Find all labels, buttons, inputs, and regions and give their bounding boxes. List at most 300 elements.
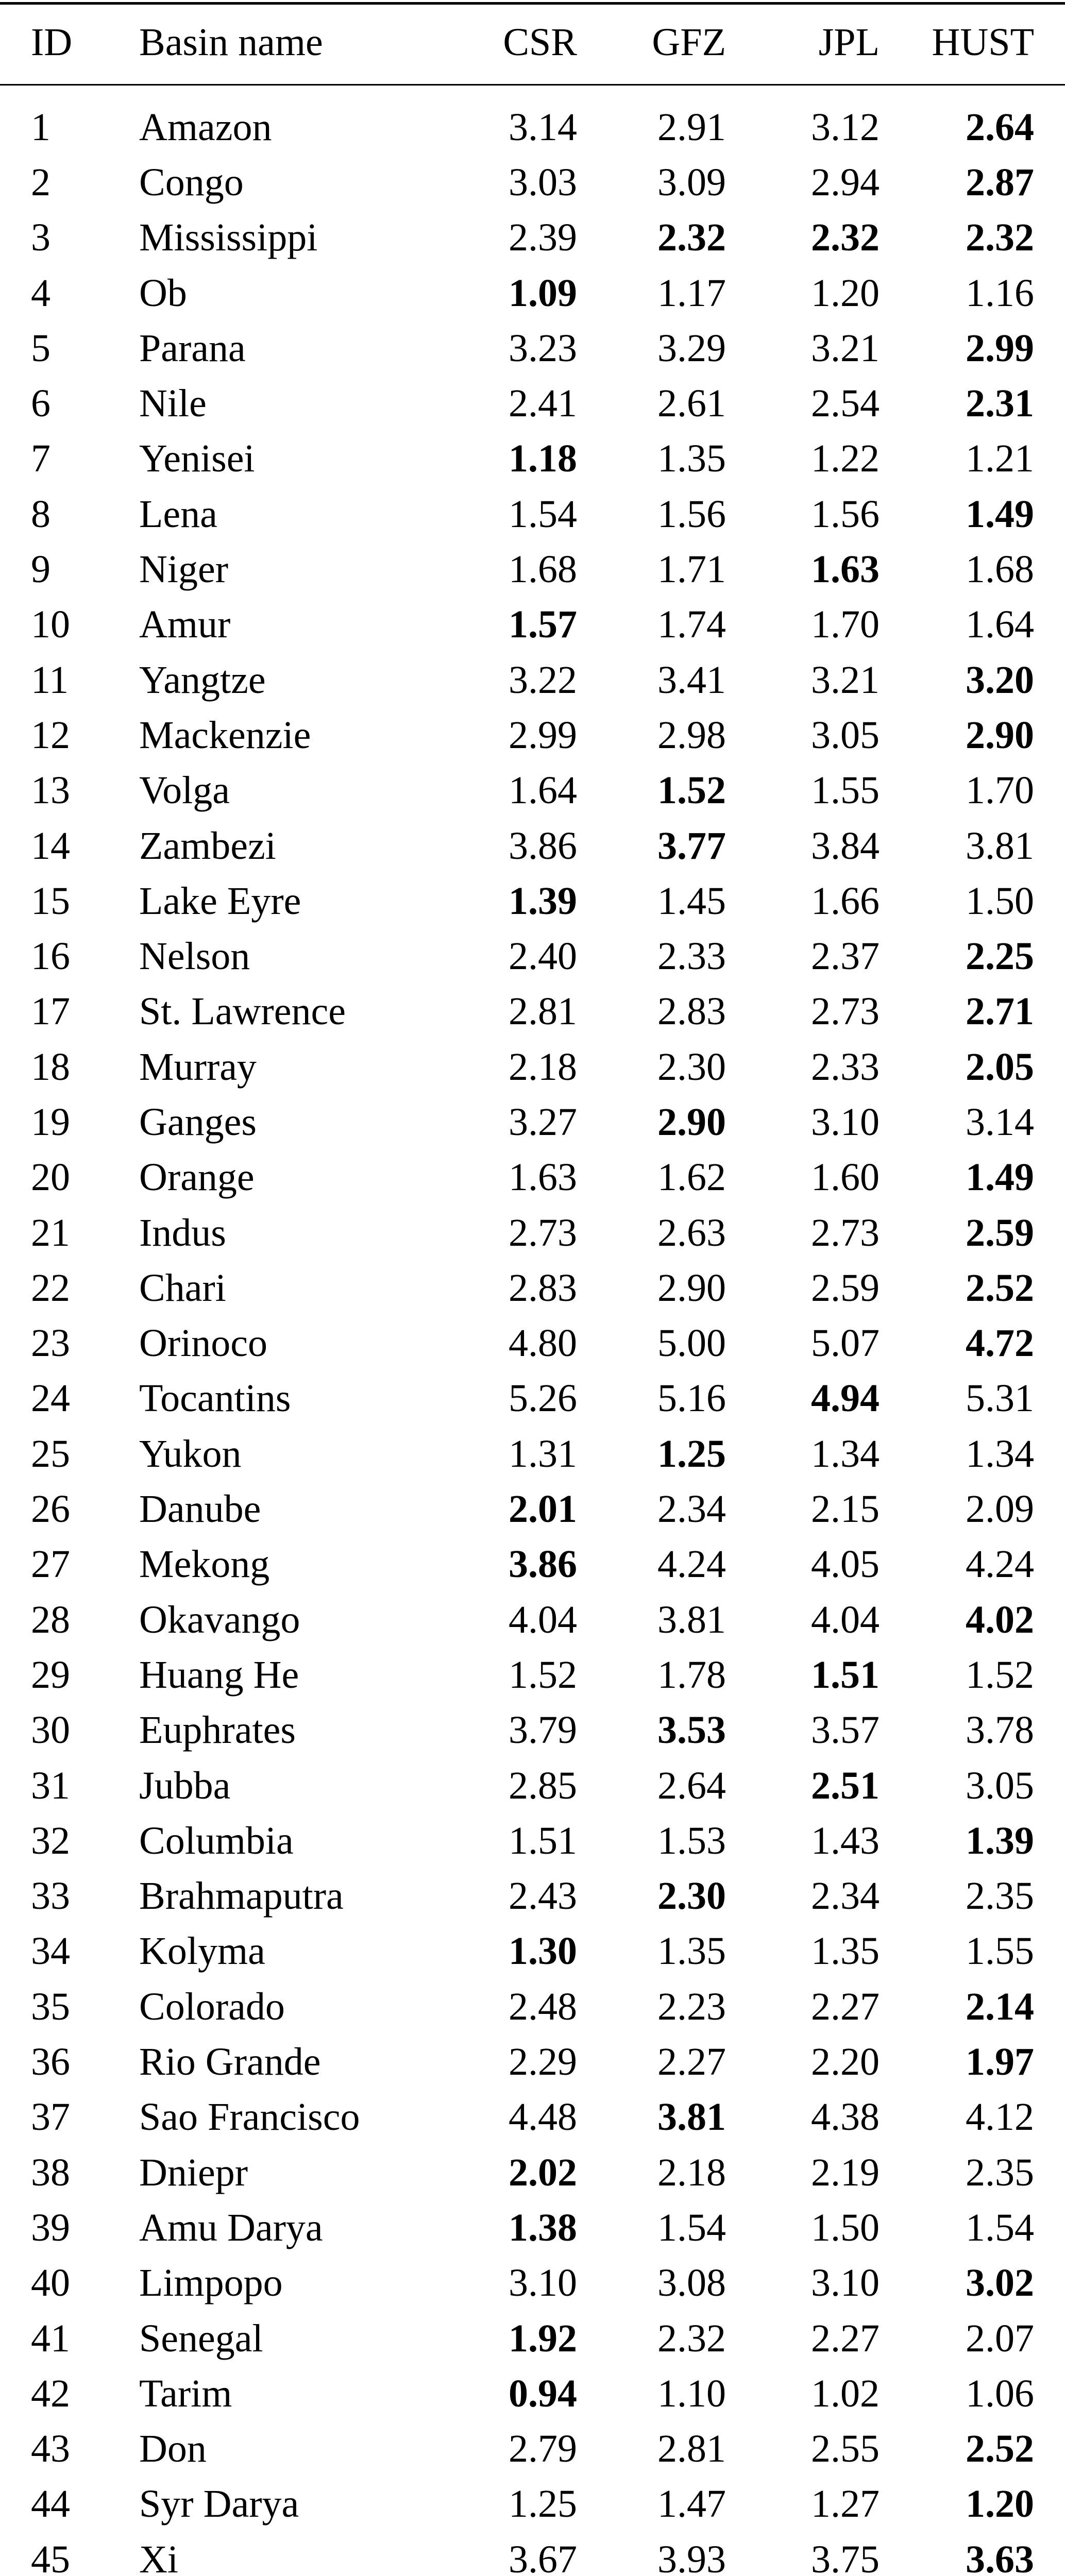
cell-basin-name: Nile (139, 382, 207, 426)
cell-jpl: 1.35 (811, 1929, 880, 1973)
cell-hust: 1.34 (966, 1432, 1034, 1476)
table-row (0, 1869, 1065, 1924)
cell-id: 16 (31, 935, 70, 978)
cell-id: 17 (31, 990, 70, 1033)
cell-hust: 2.14 (966, 1985, 1034, 2028)
cell-hust: 1.97 (966, 2040, 1034, 2084)
cell-gfz: 1.54 (657, 2206, 726, 2249)
cell-csr: 2.41 (509, 382, 577, 426)
cell-basin-name: Brahmaputra (139, 1874, 344, 1918)
cell-basin-name: Syr Darya (139, 2482, 299, 2526)
cell-csr: 2.99 (509, 713, 577, 757)
cell-csr: 3.79 (509, 1708, 577, 1752)
table-row (0, 320, 1065, 376)
cell-basin-name: Sao Francisco (139, 2095, 360, 2139)
cell-csr: 2.73 (509, 1211, 577, 1255)
header-basin-name: Basin name (139, 20, 323, 64)
table-row (0, 155, 1065, 210)
cell-basin-name: Volga (139, 769, 230, 812)
table-row (0, 1537, 1065, 1592)
cell-csr: 2.83 (509, 1266, 577, 1310)
cell-hust: 2.35 (966, 1874, 1034, 1918)
table-row (0, 1371, 1065, 1426)
cell-csr: 3.27 (509, 1100, 577, 1144)
table-row (0, 1426, 1065, 1481)
cell-jpl: 4.94 (811, 1377, 880, 1420)
cell-basin-name: Limpopo (139, 2261, 283, 2305)
cell-hust: 2.25 (966, 935, 1034, 978)
cell-jpl: 2.51 (811, 1764, 880, 1807)
cell-gfz: 1.35 (657, 1929, 726, 1973)
cell-csr: 3.67 (509, 2537, 577, 2576)
table-row (0, 486, 1065, 541)
table-row (0, 1039, 1065, 1094)
table-row (0, 1758, 1065, 1813)
cell-gfz: 2.30 (657, 1874, 726, 1918)
cell-jpl: 5.07 (811, 1321, 880, 1365)
cell-csr: 2.81 (509, 990, 577, 1033)
cell-id: 30 (31, 1708, 70, 1752)
cell-gfz: 2.33 (657, 935, 726, 978)
cell-jpl: 3.10 (811, 2261, 880, 2305)
cell-gfz: 1.52 (657, 769, 726, 812)
cell-gfz: 2.32 (657, 216, 726, 260)
cell-csr: 1.25 (509, 2482, 577, 2526)
cell-id: 36 (31, 2040, 70, 2084)
cell-hust: 2.09 (966, 1487, 1034, 1531)
cell-jpl: 1.51 (811, 1653, 880, 1697)
cell-basin-name: Congo (139, 160, 244, 204)
cell-jpl: 2.55 (811, 2427, 880, 2471)
cell-jpl: 1.22 (811, 437, 880, 481)
cell-hust: 1.70 (966, 769, 1034, 812)
cell-basin-name: Tocantins (139, 1377, 291, 1420)
cell-id: 27 (31, 1543, 70, 1586)
cell-id: 42 (31, 2371, 70, 2415)
table-row (0, 652, 1065, 707)
cell-hust: 3.02 (966, 2261, 1034, 2305)
cell-id: 3 (31, 216, 50, 260)
cell-id: 10 (31, 603, 70, 647)
cell-id: 5 (31, 326, 50, 370)
cell-jpl: 2.37 (811, 935, 880, 978)
cell-hust: 3.14 (966, 1100, 1034, 1144)
cell-hust: 2.05 (966, 1045, 1034, 1089)
cell-gfz: 3.09 (657, 160, 726, 204)
cell-hust: 2.99 (966, 326, 1034, 370)
cell-csr: 1.92 (509, 2316, 577, 2360)
cell-csr: 2.02 (509, 2150, 577, 2194)
cell-hust: 1.55 (966, 1929, 1034, 1973)
table-row (0, 1703, 1065, 1758)
table-row (0, 265, 1065, 320)
table-row (0, 2256, 1065, 2311)
cell-gfz: 1.10 (657, 2371, 726, 2415)
cell-csr: 1.51 (509, 1819, 577, 1862)
cell-gfz: 2.27 (657, 2040, 726, 2084)
cell-basin-name: Don (139, 2427, 207, 2471)
cell-gfz: 4.24 (657, 1543, 726, 1586)
cell-hust: 1.52 (966, 1653, 1034, 1697)
cell-basin-name: Niger (139, 548, 229, 591)
cell-hust: 4.72 (966, 1321, 1034, 1365)
cell-id: 26 (31, 1487, 70, 1531)
cell-id: 11 (31, 658, 69, 702)
cell-gfz: 1.62 (657, 1156, 726, 1199)
cell-gfz: 1.47 (657, 2482, 726, 2526)
cell-csr: 1.09 (509, 271, 577, 315)
cell-gfz: 3.77 (657, 824, 726, 868)
table-row (0, 928, 1065, 984)
cell-csr: 0.94 (509, 2371, 577, 2415)
cell-id: 45 (31, 2537, 70, 2576)
cell-jpl: 2.19 (811, 2150, 880, 2194)
table-row (0, 1813, 1065, 1868)
cell-basin-name: Yenisei (139, 437, 255, 481)
cell-jpl: 2.59 (811, 1266, 880, 1310)
cell-basin-name: Amu Darya (139, 2206, 323, 2249)
cell-hust: 2.32 (966, 216, 1034, 260)
cell-csr: 2.39 (509, 216, 577, 260)
cell-basin-name: Okavango (139, 1598, 300, 1641)
cell-jpl: 1.20 (811, 271, 880, 315)
cell-jpl: 1.50 (811, 2206, 880, 2249)
header-hust: HUST (932, 20, 1034, 64)
cell-gfz: 1.45 (657, 879, 726, 923)
cell-basin-name: Nelson (139, 935, 250, 978)
cell-id: 24 (31, 1377, 70, 1420)
cell-hust: 1.16 (966, 271, 1034, 315)
cell-jpl: 3.21 (811, 658, 880, 702)
cell-hust: 3.05 (966, 1764, 1034, 1807)
cell-id: 15 (31, 879, 70, 923)
cell-id: 1 (31, 105, 50, 149)
cell-basin-name: Rio Grande (139, 2040, 321, 2084)
cell-id: 38 (31, 2150, 70, 2194)
cell-gfz: 2.63 (657, 1211, 726, 1255)
cell-id: 2 (31, 160, 50, 204)
cell-hust: 2.87 (966, 160, 1034, 204)
table-row (0, 818, 1065, 873)
cell-jpl: 1.55 (811, 769, 880, 812)
table-row (0, 1979, 1065, 2034)
cell-gfz: 1.17 (657, 271, 726, 315)
cell-id: 29 (31, 1653, 70, 1697)
cell-gfz: 3.93 (657, 2537, 726, 2576)
cell-csr: 2.48 (509, 1985, 577, 2028)
table-row (0, 541, 1065, 597)
cell-basin-name: Danube (139, 1487, 261, 1531)
cell-id: 14 (31, 824, 70, 868)
cell-gfz: 2.81 (657, 2427, 726, 2471)
cell-hust: 1.49 (966, 492, 1034, 536)
header-spacer (0, 84, 1065, 99)
cell-hust: 3.63 (966, 2537, 1034, 2576)
cell-csr: 1.63 (509, 1156, 577, 1199)
cell-jpl: 3.57 (811, 1708, 880, 1752)
cell-id: 34 (31, 1929, 70, 1973)
cell-gfz: 2.90 (657, 1266, 726, 1310)
cell-csr: 2.43 (509, 1874, 577, 1918)
cell-basin-name: Mississippi (139, 216, 318, 260)
cell-basin-name: Parana (139, 326, 246, 370)
cell-jpl: 2.27 (811, 1985, 880, 2028)
cell-id: 22 (31, 1266, 70, 1310)
table-row (0, 873, 1065, 928)
cell-hust: 2.90 (966, 713, 1034, 757)
cell-hust: 1.21 (966, 437, 1034, 481)
cell-gfz: 5.16 (657, 1377, 726, 1420)
cell-gfz: 3.81 (657, 1598, 726, 1641)
table-row (0, 2145, 1065, 2200)
cell-hust: 2.52 (966, 1266, 1034, 1310)
cell-hust: 2.71 (966, 990, 1034, 1033)
cell-hust: 5.31 (966, 1377, 1034, 1420)
header-id: ID (31, 20, 73, 64)
cell-jpl: 1.70 (811, 603, 880, 647)
cell-hust: 1.39 (966, 1819, 1034, 1862)
cell-csr: 2.29 (509, 2040, 577, 2084)
cell-hust: 3.81 (966, 824, 1034, 868)
cell-csr: 3.14 (509, 105, 577, 149)
cell-hust: 2.52 (966, 2427, 1034, 2471)
cell-csr: 1.54 (509, 492, 577, 536)
table-row (0, 1592, 1065, 1647)
cell-basin-name: Orange (139, 1156, 255, 1199)
cell-basin-name: Euphrates (139, 1708, 296, 1752)
cell-basin-name: Ob (139, 271, 187, 315)
cell-jpl: 3.21 (811, 326, 880, 370)
cell-id: 7 (31, 437, 50, 481)
cell-jpl: 2.34 (811, 1874, 880, 1918)
cell-basin-name: Lena (139, 492, 217, 536)
cell-id: 39 (31, 2206, 70, 2249)
cell-id: 20 (31, 1156, 70, 1199)
cell-csr: 1.57 (509, 603, 577, 647)
cell-hust: 1.54 (966, 2206, 1034, 2249)
cell-jpl: 2.15 (811, 1487, 880, 1531)
cell-csr: 2.85 (509, 1764, 577, 1807)
cell-csr: 2.18 (509, 1045, 577, 1089)
cell-id: 13 (31, 769, 70, 812)
cell-hust: 1.50 (966, 879, 1034, 923)
cell-csr: 2.01 (509, 1487, 577, 1531)
cell-basin-name: Kolyma (139, 1929, 265, 1973)
cell-jpl: 3.10 (811, 1100, 880, 1144)
cell-id: 18 (31, 1045, 70, 1089)
table-row (0, 99, 1065, 155)
cell-gfz: 2.61 (657, 382, 726, 426)
table-row (0, 1205, 1065, 1260)
cell-gfz: 5.00 (657, 1321, 726, 1365)
cell-gfz: 1.25 (657, 1432, 726, 1476)
cell-id: 44 (31, 2482, 70, 2526)
cell-basin-name: Indus (139, 1211, 226, 1255)
cell-basin-name: Orinoco (139, 1321, 268, 1365)
cell-hust: 2.31 (966, 382, 1034, 426)
cell-id: 23 (31, 1321, 70, 1365)
cell-jpl: 3.75 (811, 2537, 880, 2576)
cell-basin-name: Dniepr (139, 2150, 248, 2194)
cell-gfz: 2.64 (657, 1764, 726, 1807)
cell-gfz: 2.34 (657, 1487, 726, 1531)
cell-gfz: 2.23 (657, 1985, 726, 2028)
cell-jpl: 2.73 (811, 1211, 880, 1255)
cell-basin-name: Zambezi (139, 824, 276, 868)
cell-csr: 3.86 (509, 824, 577, 868)
cell-jpl: 2.20 (811, 2040, 880, 2084)
cell-hust: 1.06 (966, 2371, 1034, 2415)
cell-basin-name: Amazon (139, 105, 272, 149)
table-row (0, 1150, 1065, 1205)
cell-id: 25 (31, 1432, 70, 1476)
cell-id: 21 (31, 1211, 70, 1255)
cell-jpl: 1.56 (811, 492, 880, 536)
cell-csr: 3.86 (509, 1543, 577, 1586)
cell-basin-name: Yukon (139, 1432, 242, 1476)
cell-gfz: 3.08 (657, 2261, 726, 2305)
cell-jpl: 3.12 (811, 105, 880, 149)
cell-id: 40 (31, 2261, 70, 2305)
table-body (0, 99, 1065, 2576)
cell-jpl: 2.94 (811, 160, 880, 204)
cell-gfz: 1.74 (657, 603, 726, 647)
cell-jpl: 4.04 (811, 1598, 880, 1641)
cell-id: 28 (31, 1598, 70, 1641)
cell-csr: 5.26 (509, 1377, 577, 1420)
header-csr: CSR (503, 20, 577, 64)
cell-jpl: 1.60 (811, 1156, 880, 1199)
cell-csr: 1.39 (509, 879, 577, 923)
cell-id: 35 (31, 1985, 70, 2028)
table-row (0, 2421, 1065, 2476)
cell-hust: 4.24 (966, 1543, 1034, 1586)
table-row (0, 1316, 1065, 1371)
cell-basin-name: Mackenzie (139, 713, 311, 757)
cell-gfz: 1.56 (657, 492, 726, 536)
cell-csr: 1.31 (509, 1432, 577, 1476)
cell-jpl: 1.43 (811, 1819, 880, 1862)
cell-jpl: 1.27 (811, 2482, 880, 2526)
cell-basin-name: St. Lawrence (139, 990, 346, 1033)
cell-gfz: 2.83 (657, 990, 726, 1033)
cell-gfz: 2.91 (657, 105, 726, 149)
table-row (0, 1924, 1065, 1979)
cell-hust: 4.12 (966, 2095, 1034, 2139)
cell-jpl: 2.32 (811, 216, 880, 260)
cell-csr: 1.52 (509, 1653, 577, 1697)
cell-gfz: 1.78 (657, 1653, 726, 1697)
header-gfz: GFZ (652, 20, 726, 64)
table-row (0, 2532, 1065, 2576)
header-row (0, 0, 1065, 84)
cell-csr: 3.03 (509, 160, 577, 204)
cell-id: 37 (31, 2095, 70, 2139)
table-row (0, 763, 1065, 818)
cell-csr: 2.79 (509, 2427, 577, 2471)
cell-jpl: 2.54 (811, 382, 880, 426)
cell-id: 6 (31, 382, 50, 426)
cell-hust: 1.49 (966, 1156, 1034, 1199)
cell-hust: 2.59 (966, 1211, 1034, 1255)
cell-basin-name: Amur (139, 603, 231, 647)
cell-hust: 1.64 (966, 603, 1034, 647)
cell-basin-name: Chari (139, 1266, 226, 1310)
table-row (0, 1647, 1065, 1702)
cell-jpl: 1.34 (811, 1432, 880, 1476)
cell-hust: 1.68 (966, 548, 1034, 591)
cell-gfz: 2.90 (657, 1100, 726, 1144)
cell-jpl: 4.38 (811, 2095, 880, 2139)
header-jpl: JPL (818, 20, 880, 64)
cell-csr: 1.30 (509, 1929, 577, 1973)
cell-csr: 4.48 (509, 2095, 577, 2139)
cell-basin-name: Colorado (139, 1985, 285, 2028)
cell-gfz: 3.29 (657, 326, 726, 370)
cell-csr: 1.68 (509, 548, 577, 591)
cell-hust: 2.07 (966, 2316, 1034, 2360)
cell-csr: 3.22 (509, 658, 577, 702)
table-row (0, 210, 1065, 265)
table-row (0, 984, 1065, 1039)
table-row (0, 1260, 1065, 1315)
cell-id: 43 (31, 2427, 70, 2471)
table-row (0, 2200, 1065, 2255)
cell-jpl: 2.33 (811, 1045, 880, 1089)
cell-gfz: 3.53 (657, 1708, 726, 1752)
cell-hust: 3.78 (966, 1708, 1034, 1752)
cell-csr: 1.64 (509, 769, 577, 812)
cell-basin-name: Huang He (139, 1653, 299, 1697)
table-row (0, 431, 1065, 486)
table-row (0, 376, 1065, 431)
cell-basin-name: Yangtze (139, 658, 266, 702)
cell-id: 31 (31, 1764, 70, 1807)
cell-id: 19 (31, 1100, 70, 1144)
table-row (0, 597, 1065, 652)
cell-id: 33 (31, 1874, 70, 1918)
cell-gfz: 1.71 (657, 548, 726, 591)
table-row (0, 2311, 1065, 2366)
cell-hust: 2.35 (966, 2150, 1034, 2194)
cell-jpl: 3.84 (811, 824, 880, 868)
cell-hust: 1.20 (966, 2482, 1034, 2526)
cell-id: 12 (31, 713, 70, 757)
table-row (0, 1481, 1065, 1536)
cell-csr: 4.80 (509, 1321, 577, 1365)
cell-jpl: 1.02 (811, 2371, 880, 2415)
table-row (0, 2366, 1065, 2421)
cell-id: 41 (31, 2316, 70, 2360)
cell-basin-name: Columbia (139, 1819, 294, 1862)
cell-hust: 2.64 (966, 105, 1034, 149)
cell-basin-name: Jubba (139, 1764, 231, 1807)
cell-gfz: 2.98 (657, 713, 726, 757)
cell-hust: 3.20 (966, 658, 1034, 702)
cell-basin-name: Tarim (139, 2371, 232, 2415)
cell-id: 4 (31, 271, 50, 315)
cell-jpl: 2.27 (811, 2316, 880, 2360)
cell-csr: 1.38 (509, 2206, 577, 2249)
cell-gfz: 3.81 (657, 2095, 726, 2139)
cell-jpl: 1.66 (811, 879, 880, 923)
cell-basin-name: Xi (139, 2537, 178, 2576)
cell-gfz: 1.53 (657, 1819, 726, 1862)
cell-csr: 1.18 (509, 437, 577, 481)
cell-csr: 2.40 (509, 935, 577, 978)
table-row (0, 2090, 1065, 2145)
cell-gfz: 2.32 (657, 2316, 726, 2360)
